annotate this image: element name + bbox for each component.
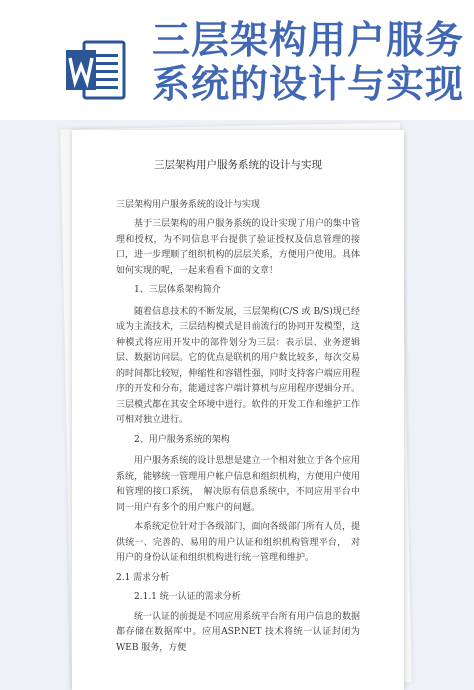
body-paragraph: 统一认证的前提是不同应用系统平台所有用户信息的数据都存储在数据库中。应用ASP.NET 技术将统一认证封闭为 WEB 服务，方便: [116, 611, 360, 653]
document-page: [72, 130, 404, 690]
body-paragraph: 本系统定位针对于各级部门，面向各级部门所有人员，提供统一、完善的、易用的用户认证和组织机构管理平台， 对用户的身份认证和组织机构进行统一管理和维护。: [116, 522, 360, 563]
intro-paragraph: 基于三层架构的用户服务系统的设计实现了用户的集中管理和授权，为不同信息平台提供了验证授权及信息管理的接口，进一步理顺了组织机构的层层关系，方便用户使用。具体如何实现的呢，一起来看看下面的文章！: [116, 219, 360, 276]
header-banner: [0, 0, 474, 120]
banner-title-line2: 系统的设计与实现: [152, 62, 465, 106]
subtitle-paragraph: 三层架构用户服务系统的设计与实现: [116, 199, 261, 210]
body-paragraph: 随着信息技术的不断发展，三层架构(C/S 或 B/S)现已经成为主流技术，三层结构模式是目前流行的协同开发模型，这种模式将应用开发中的部件划分为三层：表示层、业务逻辑层、数据访问层。它的优点是联机的用户数比较多，每次交易的时间都比较短，伸缩性和容错性强，同时支持客户端应用程序的开发和分布，能通过客户端计算机与应用程序逻辑分开。三层模式都在其安全环境中进行。软件的开发工作和维护工作可相对独立进行。: [116, 306, 360, 425]
body-paragraph: 用户服务系统的设计思想是建立一个相对独立于各个应用系统，能够统一管理用户帐户信息和组织机构，方便用户使用和管理的接口系统， 解决原有信息系统中，不同应用平台中同一用户有多个的用户账户的问题。: [116, 456, 360, 513]
subsection-heading: 2.1 需求分析: [116, 572, 170, 583]
subsection-heading: 2.1.1 统一认证的需求分析: [134, 592, 241, 602]
banner-title-line1: 三层架构用户服务: [152, 18, 465, 62]
document-title: 三层架构用户服务系统的设计与实现: [154, 159, 322, 171]
document-body: [116, 158, 360, 660]
section-heading: 2、用户服务系统的架构: [134, 434, 230, 445]
banner-title: [152, 18, 465, 106]
section-heading: 1、三层体系架构简介: [134, 285, 221, 295]
word-document-icon: [64, 36, 126, 102]
